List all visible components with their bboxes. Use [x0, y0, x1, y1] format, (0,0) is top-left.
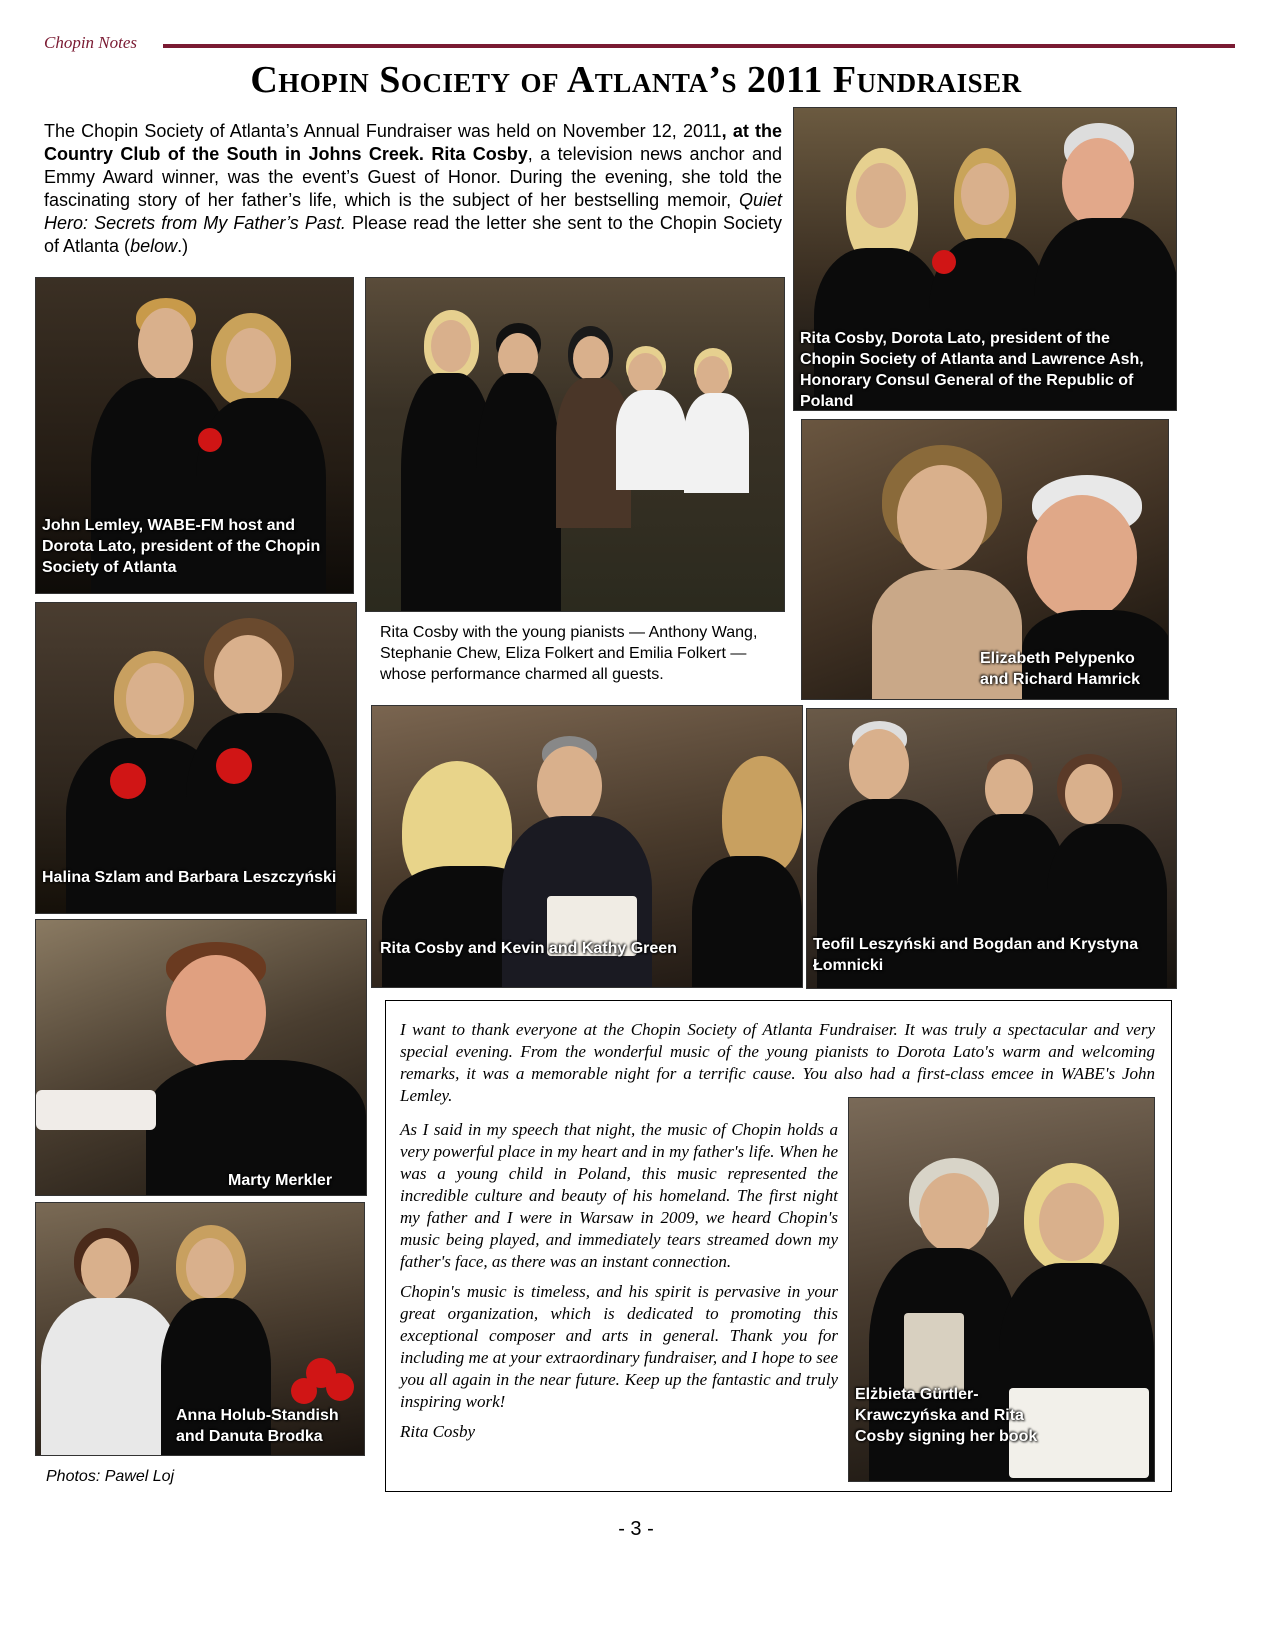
intro-text-1: The Chopin Society of Atlanta’s Annual Fundraiser was held on November 12, 2011: [44, 121, 722, 141]
photo-szlam-leszczynski: [35, 602, 357, 914]
photo-credit: Photos: Pawel Loj: [46, 1468, 175, 1485]
photo-gurtler-cosby: [848, 1097, 1155, 1482]
caption-gurtler-cosby: Elżbieta Gürtler-Krawczyńska and Rita Cosby signing her book: [855, 1386, 1038, 1445]
caption-merkler: Marty Merkler: [228, 1172, 333, 1189]
photo-leszynski-lomnicki: [806, 708, 1177, 989]
intro-text-4: Please read the letter she sent to the Chopin Society of Atlanta (: [44, 213, 782, 256]
caption-lemley-lato: John Lemley, WABE-FM host and Dorota Lato, president of the Chopin Society of Atlanta: [42, 517, 321, 576]
intro-below: below: [130, 236, 178, 256]
photo-pianists: [365, 277, 785, 612]
section-label: Chopin Notes: [44, 33, 138, 52]
intro-bold-name: Rita Cosby: [431, 144, 528, 164]
page-title: Chopin Society of Atlanta’s 2011 Fundraiser: [250, 59, 1022, 101]
photo-cosby-lato-ash: [793, 107, 1177, 411]
letter-signature: Rita Cosby: [400, 1422, 476, 1441]
intro-book-title: Quiet Hero: Secrets from My Father’s Past.: [44, 190, 782, 233]
intro-text-2: , at the Country Club of the South in Johns Creek.: [44, 121, 782, 164]
letter-paragraph-2: As I said in my speech that night, the music of Chopin holds a very powerful place in my heart and in my father's life. When he was a young child in Poland, this music represented the incredible culture and beauty of his homeland. The first night my father and I were in Warsaw in 2009, we heard Chopin's music being played, and immediately tears streamed down my father's face, as there was an instant connection.: [400, 1120, 838, 1271]
photo-holub-brodka: [35, 1202, 365, 1456]
letter-paragraph-3: Chopin's music is timeless, and his spirit is pervasive in your great organization, which is dedicated to promoting this exceptional composer and arts in general. Thank you for including me at your extraordinary fundraiser, and I hope to see you all again in the near future. Keep up the fantastic and truly inspiring work!: [400, 1282, 838, 1411]
photo-merkler: [35, 919, 367, 1196]
caption-cosby-lato-ash: Rita Cosby, Dorota Lato, president of the Chopin Society of Atlanta and Lawrence Ash, Honorary Consul General of the Republic of Poland: [800, 330, 1144, 410]
caption-pelypenko-hamrick: Elizabeth Pelypenko and Richard Hamrick: [980, 650, 1141, 688]
letter-paragraph-1: I want to thank everyone at the Chopin Society of Atlanta Fundraiser. It was truly a spectacular and very special evening. From the wonderful music of the young pianists to Dorota Lato's warm and welcoming remarks, it was a memorable night for a terrific cause. You also had a first-class emcee in WABE's John Lemley.: [400, 1020, 1155, 1105]
intro-text-5: .): [177, 236, 189, 256]
intro-text-3: , a television news anchor and Emmy Award winner, was the event’s Guest of Honor. During the evening, she told the fascinating story of her father’s life, which is the subject of her bestselling memoir,: [44, 144, 782, 210]
intro-paragraph: [44, 120, 782, 258]
caption-pianists: Rita Cosby with the young pianists — Anthony Wang, Stephanie Chew, Eliza Folkert and Emilia Folkert — whose performance charmed all guests.: [380, 624, 758, 683]
caption-leszynski-lomnicki: Teofil Leszyński and Bogdan and Krystyna Łomnicki: [813, 936, 1139, 974]
photo-lemley-lato: [35, 277, 354, 594]
caption-cosby-green: Rita Cosby and Kevin and Kathy Green: [380, 940, 677, 957]
photo-pelypenko-hamrick: [801, 419, 1169, 700]
cosby-letter: [385, 1000, 1172, 1492]
photo-cosby-green: [371, 705, 803, 988]
caption-szlam-leszczynski: Halina Szlam and Barbara Leszczyński: [42, 869, 337, 886]
caption-holub-brodka: Anna Holub-Standish and Danuta Brodka: [176, 1407, 339, 1445]
letter-text-narrow: [400, 1119, 838, 1451]
header-rule: [163, 44, 1235, 48]
page-number: - 3 -: [618, 1518, 654, 1540]
